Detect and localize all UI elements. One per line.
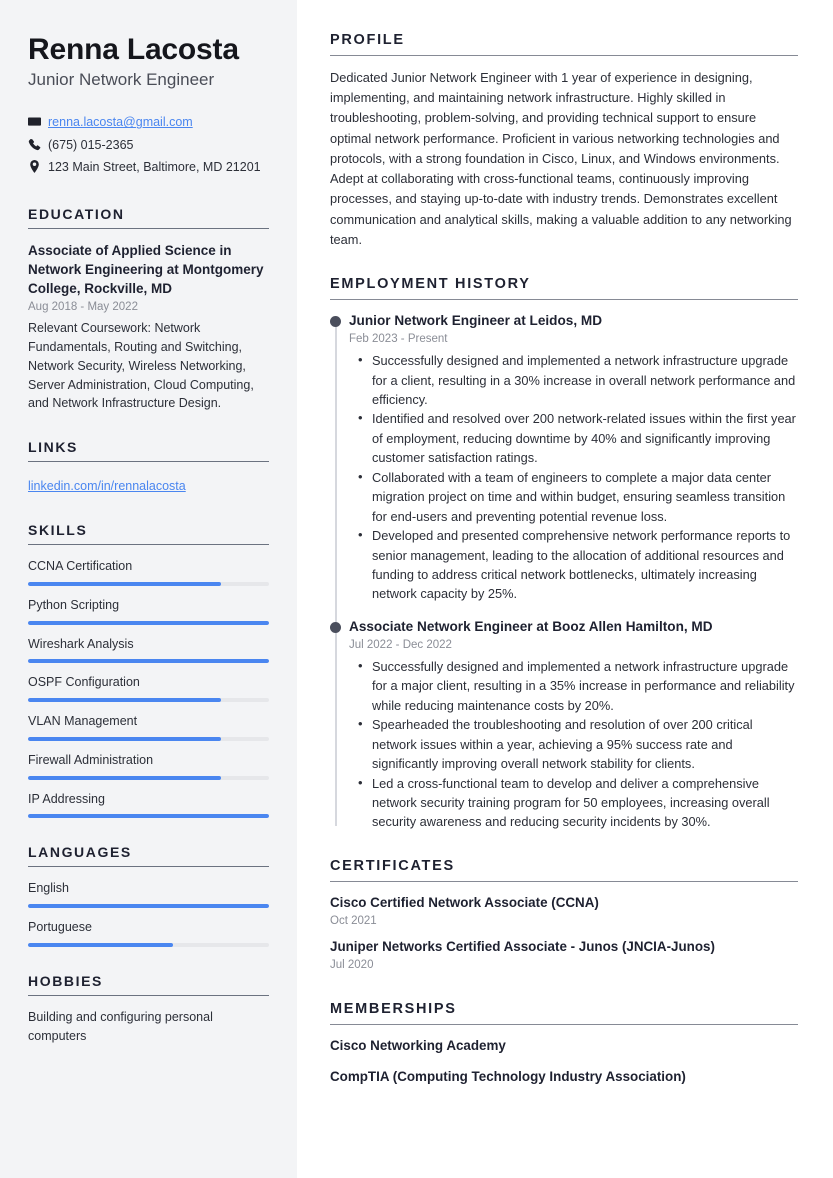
skill-item [28,790,269,819]
address-text: 123 Main Street, Baltimore, MD 21201 [48,160,261,175]
skills-heading: SKILLS [28,522,269,545]
employment-heading: EMPLOYMENT HISTORY [330,276,798,300]
skill-bar-fill [28,776,221,780]
education-description: Relevant Coursework: Network Fundamentals, Routing and Switching, Network Security, Wireless Networking, Server Administration, Cloud Computing, and Network Infrastructure Design. [28,321,254,411]
skill-bar-fill [28,737,221,741]
section-skills [28,522,269,818]
skill-bar-fill [28,698,221,702]
skill-bar-track [28,621,269,625]
certificate-date: Oct 2021 [330,914,377,927]
language-bar-track [28,943,269,947]
job-entry [349,312,798,604]
section-certificates [330,858,798,975]
skill-item [28,712,269,741]
skill-label: Python Scripting [28,597,120,612]
job-bullet: • Identified and resolved over 200 network-related issues within the first year of employment, reducing downtime by 40% and significantly improving customer satisfaction ratings. [349,409,798,467]
profile-text: Dedicated Junior Network Engineer with 1 year of experience in designing, implementing, and maintaining network infrastructure. Highly skilled in troubleshooting, problem-solving, and providing technical support to ensure optimal network performance. Proficient in various networking technologies and protocols, with a strong foundation in Cisco, Linux, and Windows environments. Adept at collaborating with cross-functional teams, continuously improving processes, and staying up-to-date with industry trends. Demonstrates excellent communication and analytical skills, making a valuable addition to any networking team. [330,70,792,247]
phone-icon [28,136,48,151]
job-title: Junior Network Engineer at Leidos, MD [349,312,603,328]
envelope-icon [28,113,48,128]
languages-list [28,879,269,947]
phone-number: (675) 015-2365 [48,137,134,152]
job-bullet: • Successfully designed and implemented a network infrastructure upgrade for a client, resulting in a 30% increase in overall network performance and efficiency. [349,351,798,409]
section-links [28,439,269,496]
skill-bar-fill [28,582,221,586]
skill-label: CCNA Certification [28,559,133,574]
link-item[interactable] [28,474,269,496]
languages-heading: LANGUAGES [28,844,269,867]
certificates-heading: CERTIFICATES [330,858,798,882]
skill-item [28,635,269,664]
email-link[interactable]: renna.lacosta@gmail.com [48,115,193,130]
language-label: English [28,881,69,896]
section-education [28,206,269,413]
skill-label: Wireshark Analysis [28,636,134,651]
section-employment-history [330,276,798,832]
skill-item [28,596,269,625]
job-date: Jul 2022 - Dec 2022 [349,639,452,652]
language-item [28,879,269,908]
hobbies-heading: HOBBIES [28,973,269,996]
membership-item: CompTIA (Computing Technology Industry Association) [330,1068,686,1084]
skill-bar-track [28,776,269,780]
section-profile [330,32,798,250]
education-date: Aug 2018 - May 2022 [28,301,138,314]
main-column [297,0,833,1178]
location-pin-icon [28,158,48,173]
membership-item: Cisco Networking Academy [330,1038,506,1054]
certificate-title: Cisco Certified Network Associate (CCNA) [330,894,599,910]
skill-label: IP Addressing [28,791,105,806]
skill-bar-track [28,698,269,702]
timeline-dot-icon [330,622,341,633]
skill-bar-track [28,582,269,586]
certificate-item [330,938,798,975]
employment-timeline [330,312,798,832]
job-entry [349,618,798,832]
language-bar-fill [28,943,173,947]
skill-bar-fill [28,621,269,625]
skill-bar-track [28,659,269,663]
contact-email[interactable] [28,113,269,132]
job-bullet: • Developed and presented comprehensive network performance reports to senior management, leading to the allocation of additional resources and funding to address critical network bottlenecks, ultimately increasing network capacity by 25%. [349,526,798,604]
profile-heading: PROFILE [330,32,798,56]
links-heading: LINKS [28,439,269,462]
skill-item [28,751,269,780]
timeline-dot-icon [330,316,341,327]
education-heading: EDUCATION [28,206,269,229]
language-label: Portuguese [28,920,92,935]
skill-label: Firewall Administration [28,752,154,767]
language-bar-track [28,904,269,908]
skills-list [28,557,269,818]
skill-bar-fill [28,659,269,663]
contact-list [28,113,269,177]
linkedin-link[interactable]: linkedin.com/in/rennalacosta [28,479,186,494]
skill-bar-track [28,737,269,741]
skill-label: VLAN Management [28,714,138,729]
education-item [28,241,269,413]
candidate-job-title: Junior Network Engineer [28,70,215,90]
memberships-heading: MEMBERSHIPS [330,1001,798,1025]
certificate-title: Juniper Networks Certified Associate - Junos (JNCIA-Junos) [330,939,715,955]
language-bar-fill [28,904,269,908]
job-bullet: • Collaborated with a team of engineers to complete a major data center migration project on time and within budget, ensuring seamless transition for end-users and preventing potential revenue loss. [349,468,798,526]
job-bullets [349,657,798,832]
job-title: Associate Network Engineer at Booz Allen Hamilton, MD [349,618,713,634]
sidebar [0,0,297,1178]
skill-bar-fill [28,814,269,818]
job-date: Feb 2023 - Present [349,333,448,346]
candidate-name: Renna Lacosta [28,33,239,66]
language-item [28,918,269,947]
contact-phone [28,136,269,155]
job-bullet: • Spearheaded the troubleshooting and resolution of over 200 critical network issues within a year, achieving a 95% success rate and significantly improving overall network stability for clients. [349,715,798,773]
education-title: Associate of Applied Science in Network Engineering at Montgomery College, Rockville, MD [28,242,264,296]
section-languages [28,844,269,947]
job-bullet: • Successfully designed and implemented a network infrastructure upgrade for a major client, resulting in a 35% increase in performance and reliability while reducing maintenance costs by 20%. [349,657,798,715]
skill-item [28,557,269,586]
section-memberships [330,1001,798,1087]
skill-item [28,673,269,702]
hobbies-text: Building and configuring personal computers [28,1009,213,1043]
certificate-date: Jul 2020 [330,959,374,972]
section-hobbies [28,973,269,1046]
skill-bar-track [28,814,269,818]
certificate-item [330,894,798,931]
skill-label: OSPF Configuration [28,675,140,690]
job-bullets [349,351,798,604]
job-bullet: • Led a cross-functional team to develop and deliver a comprehensive network security training program for 50 employees, increasing overall security awareness and reducing security incidents by 30%. [349,774,798,832]
contact-address [28,158,269,177]
